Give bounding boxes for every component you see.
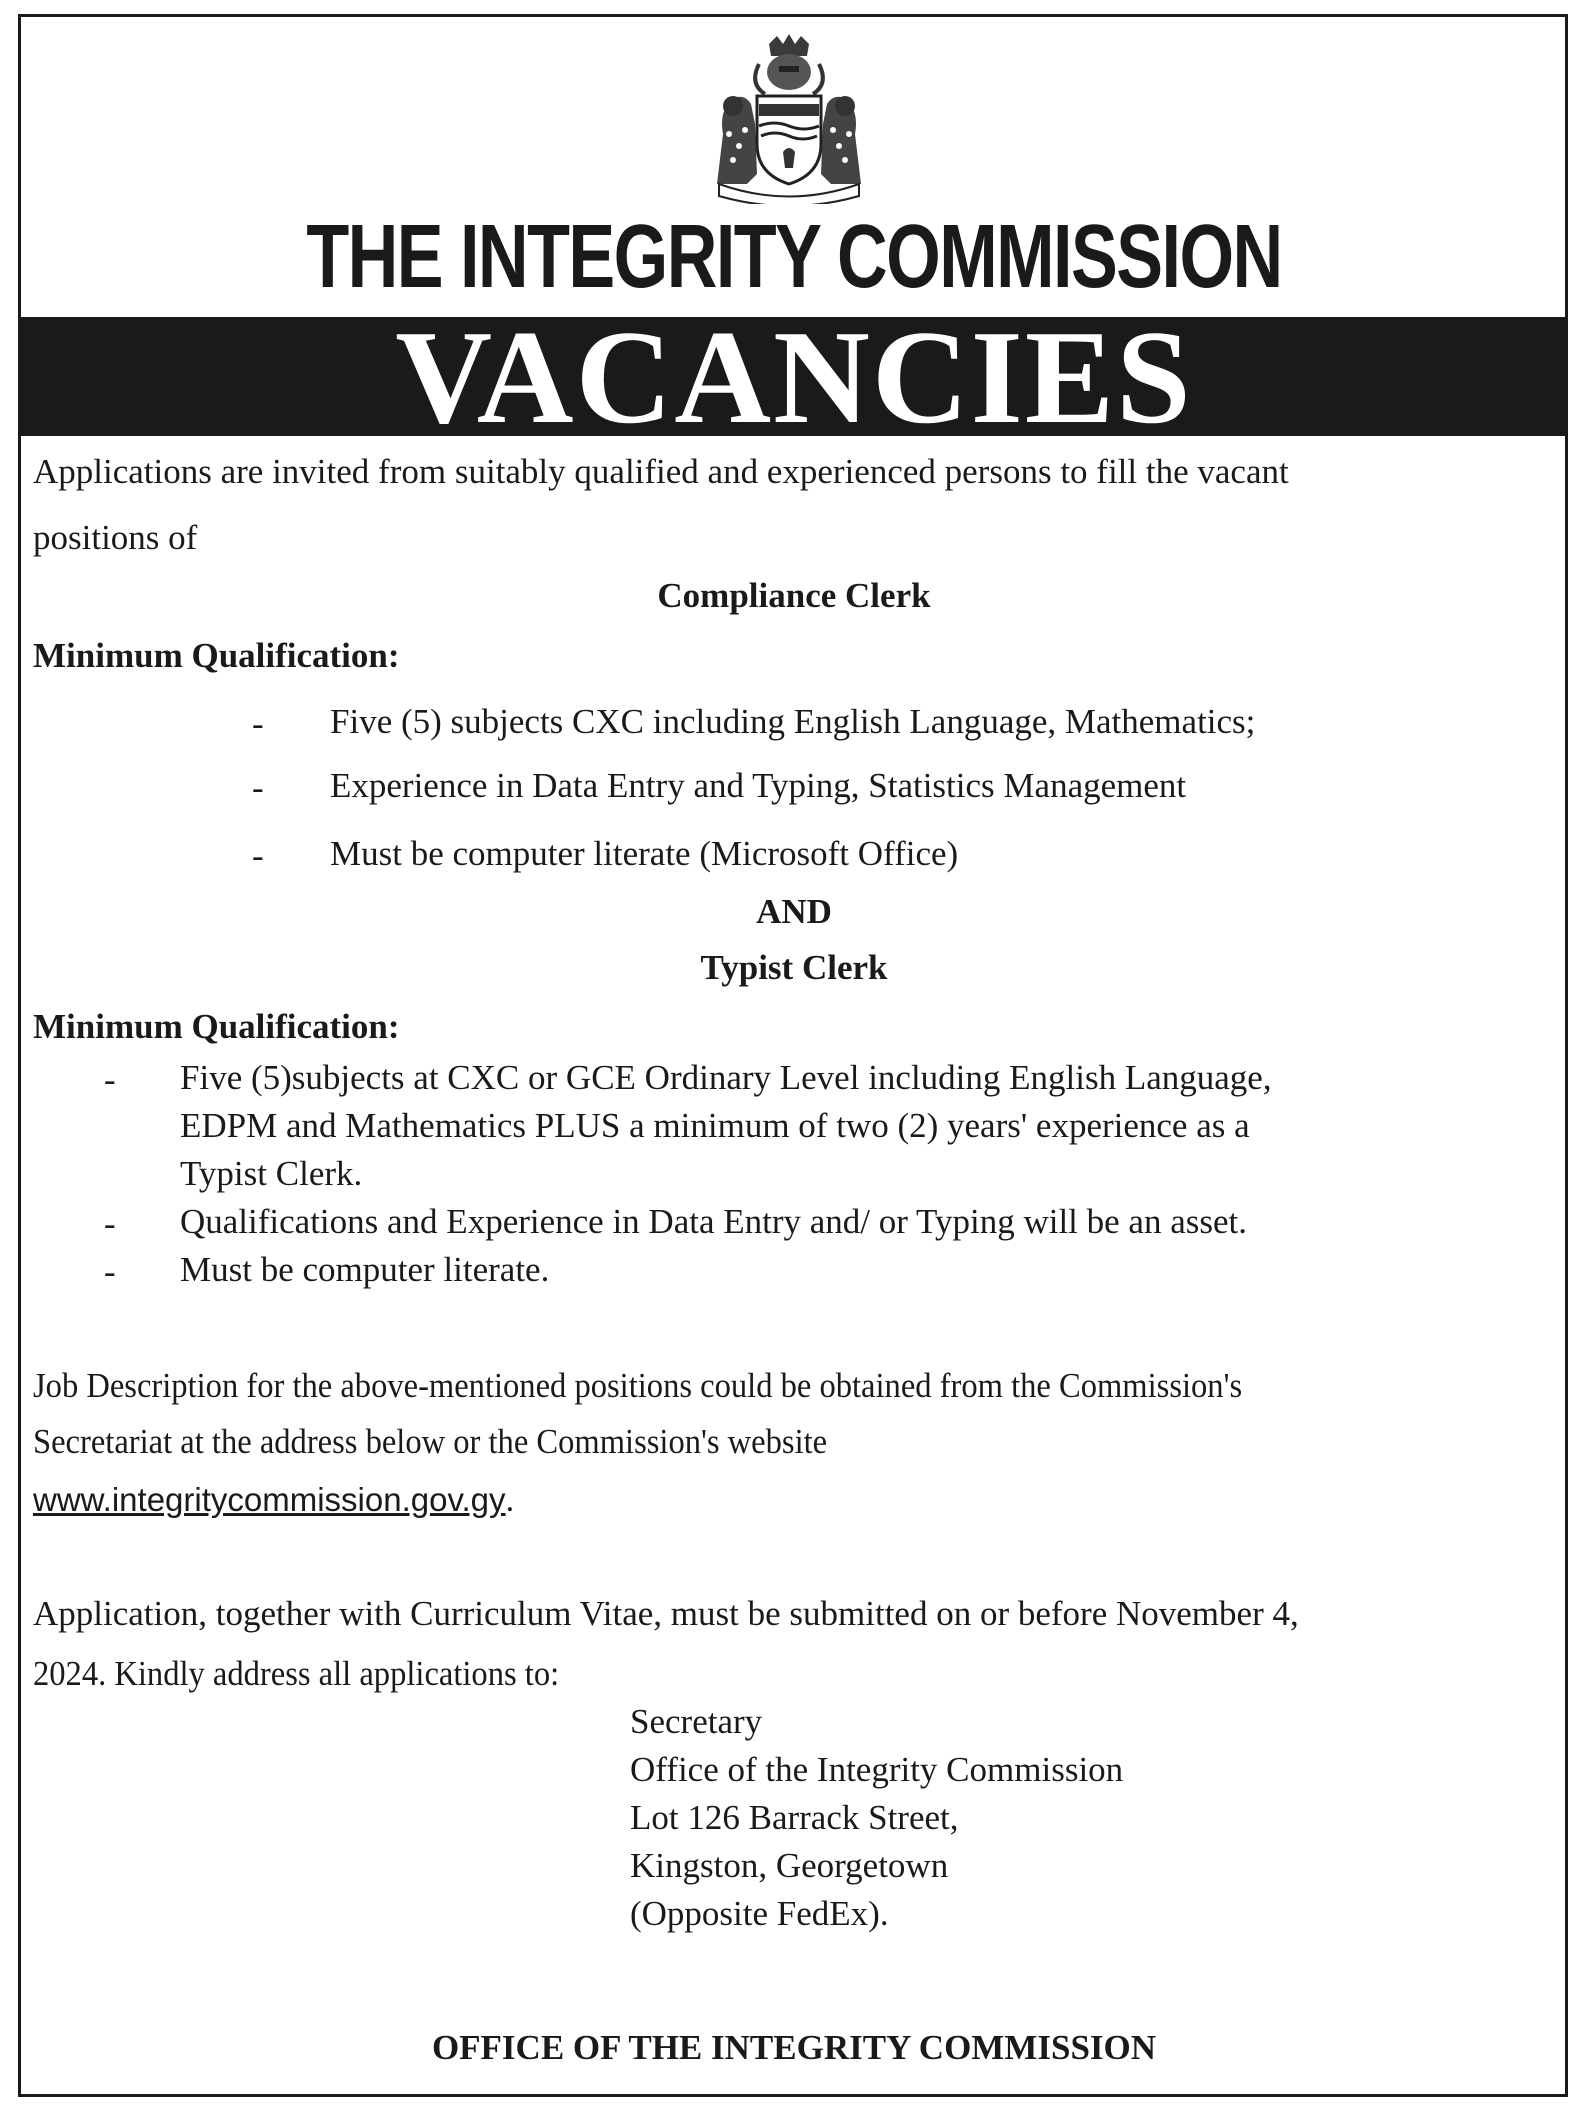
submission-line-1: Application, together with Curriculum Vitae, must be submitted on or before November 4, — [33, 1594, 1299, 1633]
intro-line-2: positions of — [33, 518, 198, 557]
list-item-line: Typist Clerk. — [180, 1154, 363, 1193]
website-link[interactable]: www.integritycommission.gov.gy — [33, 1481, 506, 1518]
footer-signature: OFFICE OF THE INTEGRITY COMMISSION — [431, 2028, 1157, 2067]
list-item-line: EDPM and Mathematics PLUS a minimum of two (2) years' experience as a — [180, 1106, 1250, 1145]
bullet-dash: - — [252, 836, 264, 875]
list-item: Qualifications and Experience in Data Entry and/ or Typing will be an asset. — [180, 1202, 1248, 1241]
intro-line-1: Applications are invited from suitably qualified and experienced persons to fill the vacant — [33, 452, 1289, 491]
connector-and: AND — [756, 892, 832, 931]
bullet-dash: - — [252, 768, 264, 807]
list-item-line: Five (5)subjects at CXC or GCE Ordinary Level including English Language, — [180, 1058, 1272, 1097]
address-line: Office of the Integrity Commission — [630, 1750, 1124, 1789]
bullet-dash: - — [252, 704, 264, 743]
website-line — [33, 1480, 514, 1520]
job-description-line-1: Job Description for the above-mentioned positions could be obtained from the Commission's — [33, 1366, 1243, 1405]
address-line: (Opposite FedEx). — [630, 1894, 889, 1933]
qualification-label-1: Minimum Qualification: — [33, 636, 400, 675]
position-title-typist-clerk: Typist Clerk — [700, 948, 888, 987]
org-title: THE INTEGRITY COMMISSION — [306, 207, 1282, 307]
job-description-line-2: Secretariat at the address below or the Commission's website — [33, 1422, 828, 1461]
address-line: Kingston, Georgetown — [630, 1846, 949, 1885]
qualification-label-2: Minimum Qualification: — [33, 1007, 400, 1046]
position-title-compliance-clerk: Compliance Clerk — [657, 576, 931, 615]
list-item: Five (5) subjects CXC including English Language, Mathematics; — [330, 702, 1256, 741]
website-suffix: . — [505, 1480, 515, 1519]
bullet-dash: - — [104, 1060, 116, 1099]
coat-of-arms-emblem — [699, 34, 879, 204]
list-item: Must be computer literate (Microsoft Office) — [330, 834, 959, 873]
address-line: Secretary — [630, 1702, 763, 1741]
bullet-dash: - — [104, 1252, 116, 1291]
list-item: Experience in Data Entry and Typing, Statistics Management — [330, 766, 1187, 805]
bullet-dash: - — [104, 1204, 116, 1243]
address-line: Lot 126 Barrack Street, — [630, 1798, 959, 1837]
submission-line-2: 2024. Kindly address all applications to: — [33, 1654, 560, 1693]
list-item: Must be computer literate. — [180, 1250, 550, 1289]
vacancies-banner-text: VACANCIES — [395, 303, 1193, 451]
